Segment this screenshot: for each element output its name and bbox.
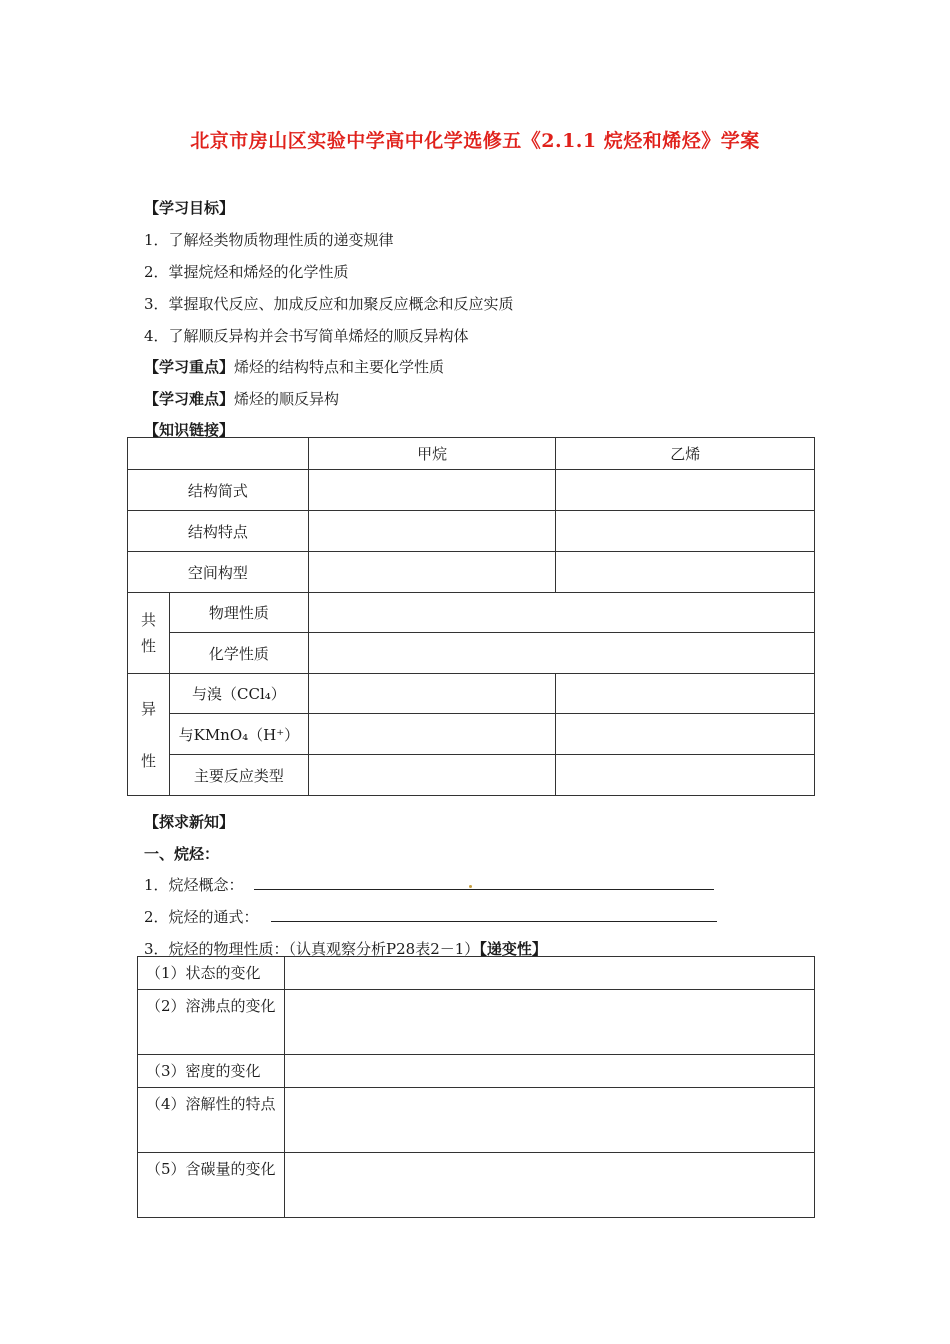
row-reaction: 主要反应类型 [169, 755, 308, 796]
difficulty-text: 烯烃的顺反异构 [234, 390, 340, 408]
answer-cell[interactable] [556, 511, 815, 552]
concept-line [144, 874, 714, 895]
focus-line [144, 356, 444, 377]
answer-cell[interactable] [308, 470, 556, 511]
goal-item: 4．了解顺反异构并会书写简单烯烃的顺反异构体 [144, 327, 469, 345]
explore-heading: 【探求新知】 [144, 813, 235, 831]
formula-line [144, 906, 717, 927]
formula-blank[interactable] [271, 907, 717, 922]
answer-cell[interactable] [308, 552, 556, 593]
row-feature: 结构特点 [128, 511, 309, 552]
diff-group-label [128, 674, 170, 796]
prop-carbon: （5）含碳量的变化 [138, 1153, 285, 1218]
trend-tag: 【递变性】 [479, 940, 547, 958]
goals-heading: 【学习目标】 [144, 199, 235, 217]
answer-cell[interactable] [284, 957, 814, 990]
alkane-section: 一、烷烃： [144, 845, 220, 863]
formula-label: 2．烷烃的通式： [144, 908, 259, 926]
concept-blank[interactable] [254, 875, 714, 890]
focus-text: 烯烃的结构特点和主要化学性质 [234, 358, 445, 376]
goal-item: 3．掌握取代反应、加成反应和加聚反应概念和反应实质 [144, 295, 514, 313]
col-methane: 甲烷 [308, 438, 556, 470]
row-physical: 物理性质 [169, 593, 308, 633]
answer-cell[interactable] [556, 714, 815, 755]
prop-state: （1）状态的变化 [138, 957, 285, 990]
answer-cell[interactable] [308, 674, 556, 714]
answer-cell[interactable] [284, 1088, 814, 1153]
answer-cell[interactable] [308, 755, 556, 796]
physical-label: 3．烷烃的物理性质：（认真观察分析P28表2－1） [144, 940, 480, 958]
link-heading: 【知识链接】 [144, 421, 235, 439]
row-kmno4: 与KMnO₄（H⁺） [169, 714, 308, 755]
prop-solubility: （4）溶解性的特点 [138, 1088, 285, 1153]
page-title: 北京市房山区实验中学高中化学选修五《2.1.1 烷烃和烯烃》学案 [190, 130, 760, 152]
header-empty-cell [128, 438, 309, 470]
row-formula: 结构简式 [128, 470, 309, 511]
physical-properties-table [137, 956, 815, 1218]
answer-cell[interactable] [308, 593, 814, 633]
stray-dot [469, 885, 472, 888]
concept-label: 1．烷烃概念： [144, 876, 244, 894]
answer-cell[interactable] [556, 755, 815, 796]
prop-density: （3）密度的变化 [138, 1055, 285, 1088]
common-char-1: 共 [140, 611, 156, 629]
focus-label: 【学习重点】 [144, 358, 235, 376]
common-group-label [128, 593, 170, 674]
goal-item: 1．了解烃类物质物理性质的递变规律 [144, 231, 394, 249]
diff-char-1: 异 [140, 699, 156, 718]
answer-cell[interactable] [308, 511, 556, 552]
answer-cell[interactable] [556, 674, 815, 714]
difficulty-line [144, 388, 339, 409]
row-shape: 空间构型 [128, 552, 309, 593]
answer-cell[interactable] [556, 552, 815, 593]
knowledge-link-table [127, 437, 815, 796]
diff-char-2: 性 [140, 751, 156, 770]
row-bromine: 与溴（CCl₄） [169, 674, 308, 714]
answer-cell[interactable] [284, 990, 814, 1055]
common-char-2: 性 [140, 637, 156, 655]
col-ethylene: 乙烯 [556, 438, 815, 470]
prop-boiling: （2）溶沸点的变化 [138, 990, 285, 1055]
answer-cell[interactable] [556, 470, 815, 511]
answer-cell[interactable] [284, 1055, 814, 1088]
row-chemical: 化学性质 [169, 633, 308, 674]
answer-cell[interactable] [308, 633, 814, 674]
difficulty-label: 【学习难点】 [144, 390, 235, 408]
goal-item: 2．掌握烷烃和烯烃的化学性质 [144, 263, 349, 281]
answer-cell[interactable] [308, 714, 556, 755]
answer-cell[interactable] [284, 1153, 814, 1218]
